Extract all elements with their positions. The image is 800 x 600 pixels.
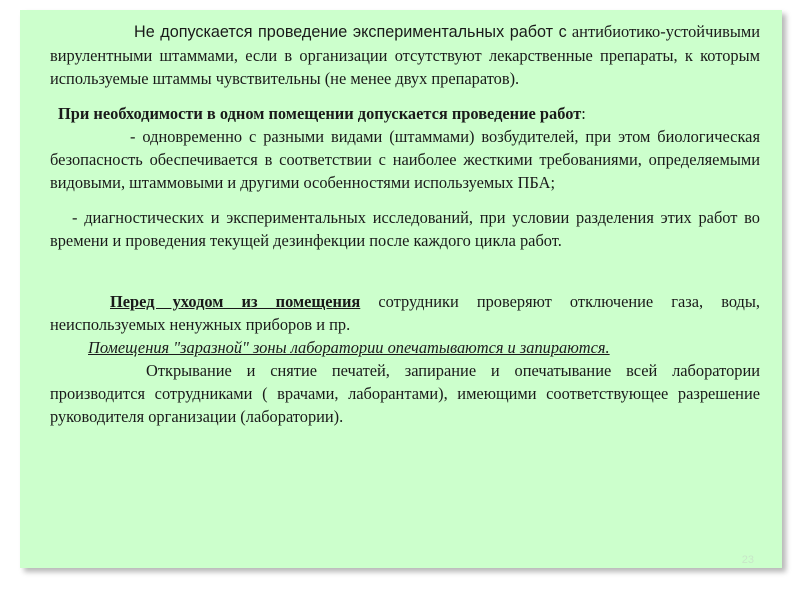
paragraph-lead-text: Не допускается проведение экспериментальных работ с xyxy=(134,23,567,41)
list-item-different-strains: - одновременно с разными видами (штаммами) возбудителей, при этом биологическая безопасность обеспечивается в соответствии с наиболее жесткими требованиями, определяемыми видовыми, штаммовыми и другими особенностями используемых ПБА; xyxy=(50,127,760,192)
same-room-heading-text: При необходимости в одном помещении допускается проведение работ xyxy=(58,104,582,123)
slide-page-number: 23 xyxy=(741,554,754,566)
paragraph-before-leaving xyxy=(50,290,760,336)
before-leaving-body-text: сотрудники проверяют отключение газа, воды, неиспользуемых ненужных приборов и пр. xyxy=(50,292,760,334)
paragraph-same-room-heading xyxy=(50,102,760,125)
slide-content-panel xyxy=(20,10,782,568)
before-leaving-lead-text: Перед уходом из помещения xyxy=(110,292,361,311)
paragraph-seal-opening: Открывание и снятие печатей, запирание и опечатывание всей лаборатории производится сотрудниками ( врачами, лаборантами), имеющими соответствующее разрешение руководителя организации (лаборатории). xyxy=(50,361,760,426)
sealing-notice: Помещения "заразной" зоны лаборатории опечатываются и запираются. xyxy=(88,338,610,357)
list-item-diagnostic-research: - диагностических и экспериментальных исследований, при условии разделения этих работ во времени и проведения текущей дезинфекции после каждого цикла работ. xyxy=(50,208,760,250)
paragraph-body-text: антибиотико-устойчивыми вирулентными штаммами, если в организации отсутствуют лекарственные препараты, к которым используемые штаммы чувствительны (не менее двух препаратов). xyxy=(50,22,760,88)
paragraph-antibiotic-resistant xyxy=(50,20,760,90)
same-room-heading-colon: : xyxy=(581,104,586,123)
